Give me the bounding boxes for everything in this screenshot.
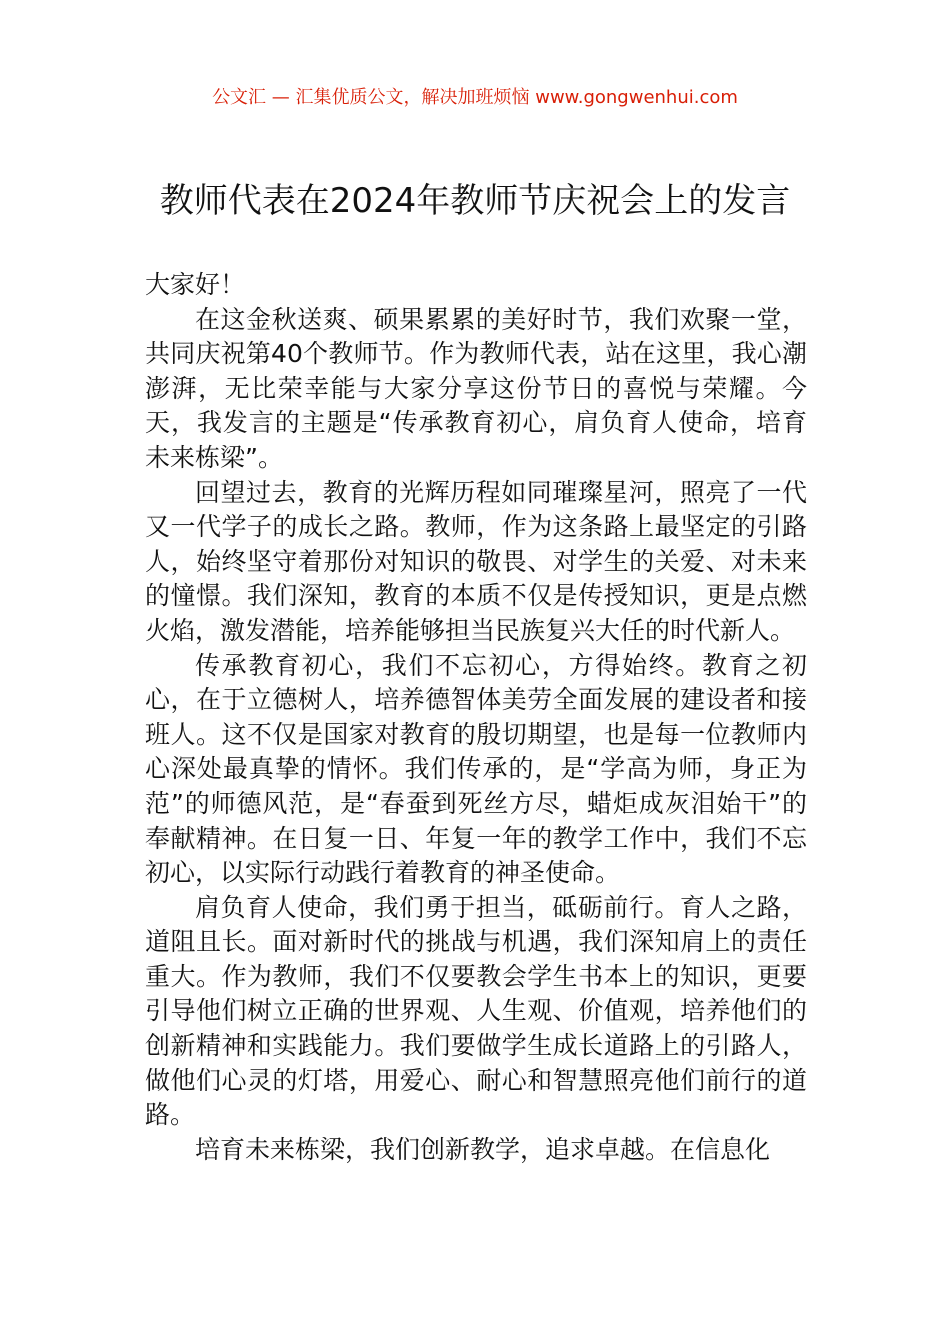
paragraph: 回望过去，教育的光辉历程如同璀璨星河，照亮了一代又一代学子的成长之路。教师，作为这条路上最坚定的引路人，始终坚守着那份对知识的敬畏、对学生的关爱、对未来的憧憬。我们深知，教育的本质不仅是传授知识，更是点燃火焰，激发潜能，培养能够担当民族复兴大任的时代新人。	[145, 477, 807, 645]
paragraph: 肩负育人使命，我们勇于担当，砥砺前行。育人之路，道阻且长。面对新时代的挑战与机遇，我们深知肩上的责任重大。作为教师，我们不仅要教会学生书本上的知识，更要引导他们树立正确的世界观、人生观、价值观，培养他们的创新精神和实践能力。我们要做学生成长道路上的引路人，做他们心灵的灯塔，用爱心、耐心和智慧照亮他们前行的道路。	[145, 892, 807, 1130]
paragraph: 在这金秋送爽、硕果累累的美好时节，我们欢聚一堂，共同庆祝第40个教师节。作为教师代表，站在这里，我心潮澎湃，无比荣幸能与大家分享这份节日的喜悦与荣耀。今天，我发言的主题是“传承教育初心，肩负育人使命，培育未来栋梁”。	[145, 304, 807, 472]
greeting: 大家好！	[145, 270, 246, 299]
document-title: 教师代表在2024年教师节庆祝会上的发言	[159, 181, 791, 221]
paragraph: 传承教育初心，我们不忘初心，方得始终。教育之初心，在于立德树人，培养德智体美劳全面发展的建设者和接班人。这不仅是国家对教育的殷切期望，也是每一位教师内心深处最真挚的情怀。我们传承的，是“学高为师，身正为范”的师德风范，是“春蚕到死丝方尽，蜡炬成灰泪始干”的奉献精神。在日复一日、年复一年的教学工作中，我们不忘初心，以实际行动践行着教育的神圣使命。	[145, 650, 807, 888]
document-body	[145, 268, 807, 1167]
watermark-header[interactable]: 公文汇 — 汇集优质公文，解决加班烦恼 www.gongwenhui.com	[212, 87, 738, 108]
paragraph: 培育未来栋梁，我们创新教学，追求卓越。在信息化	[195, 1134, 771, 1164]
